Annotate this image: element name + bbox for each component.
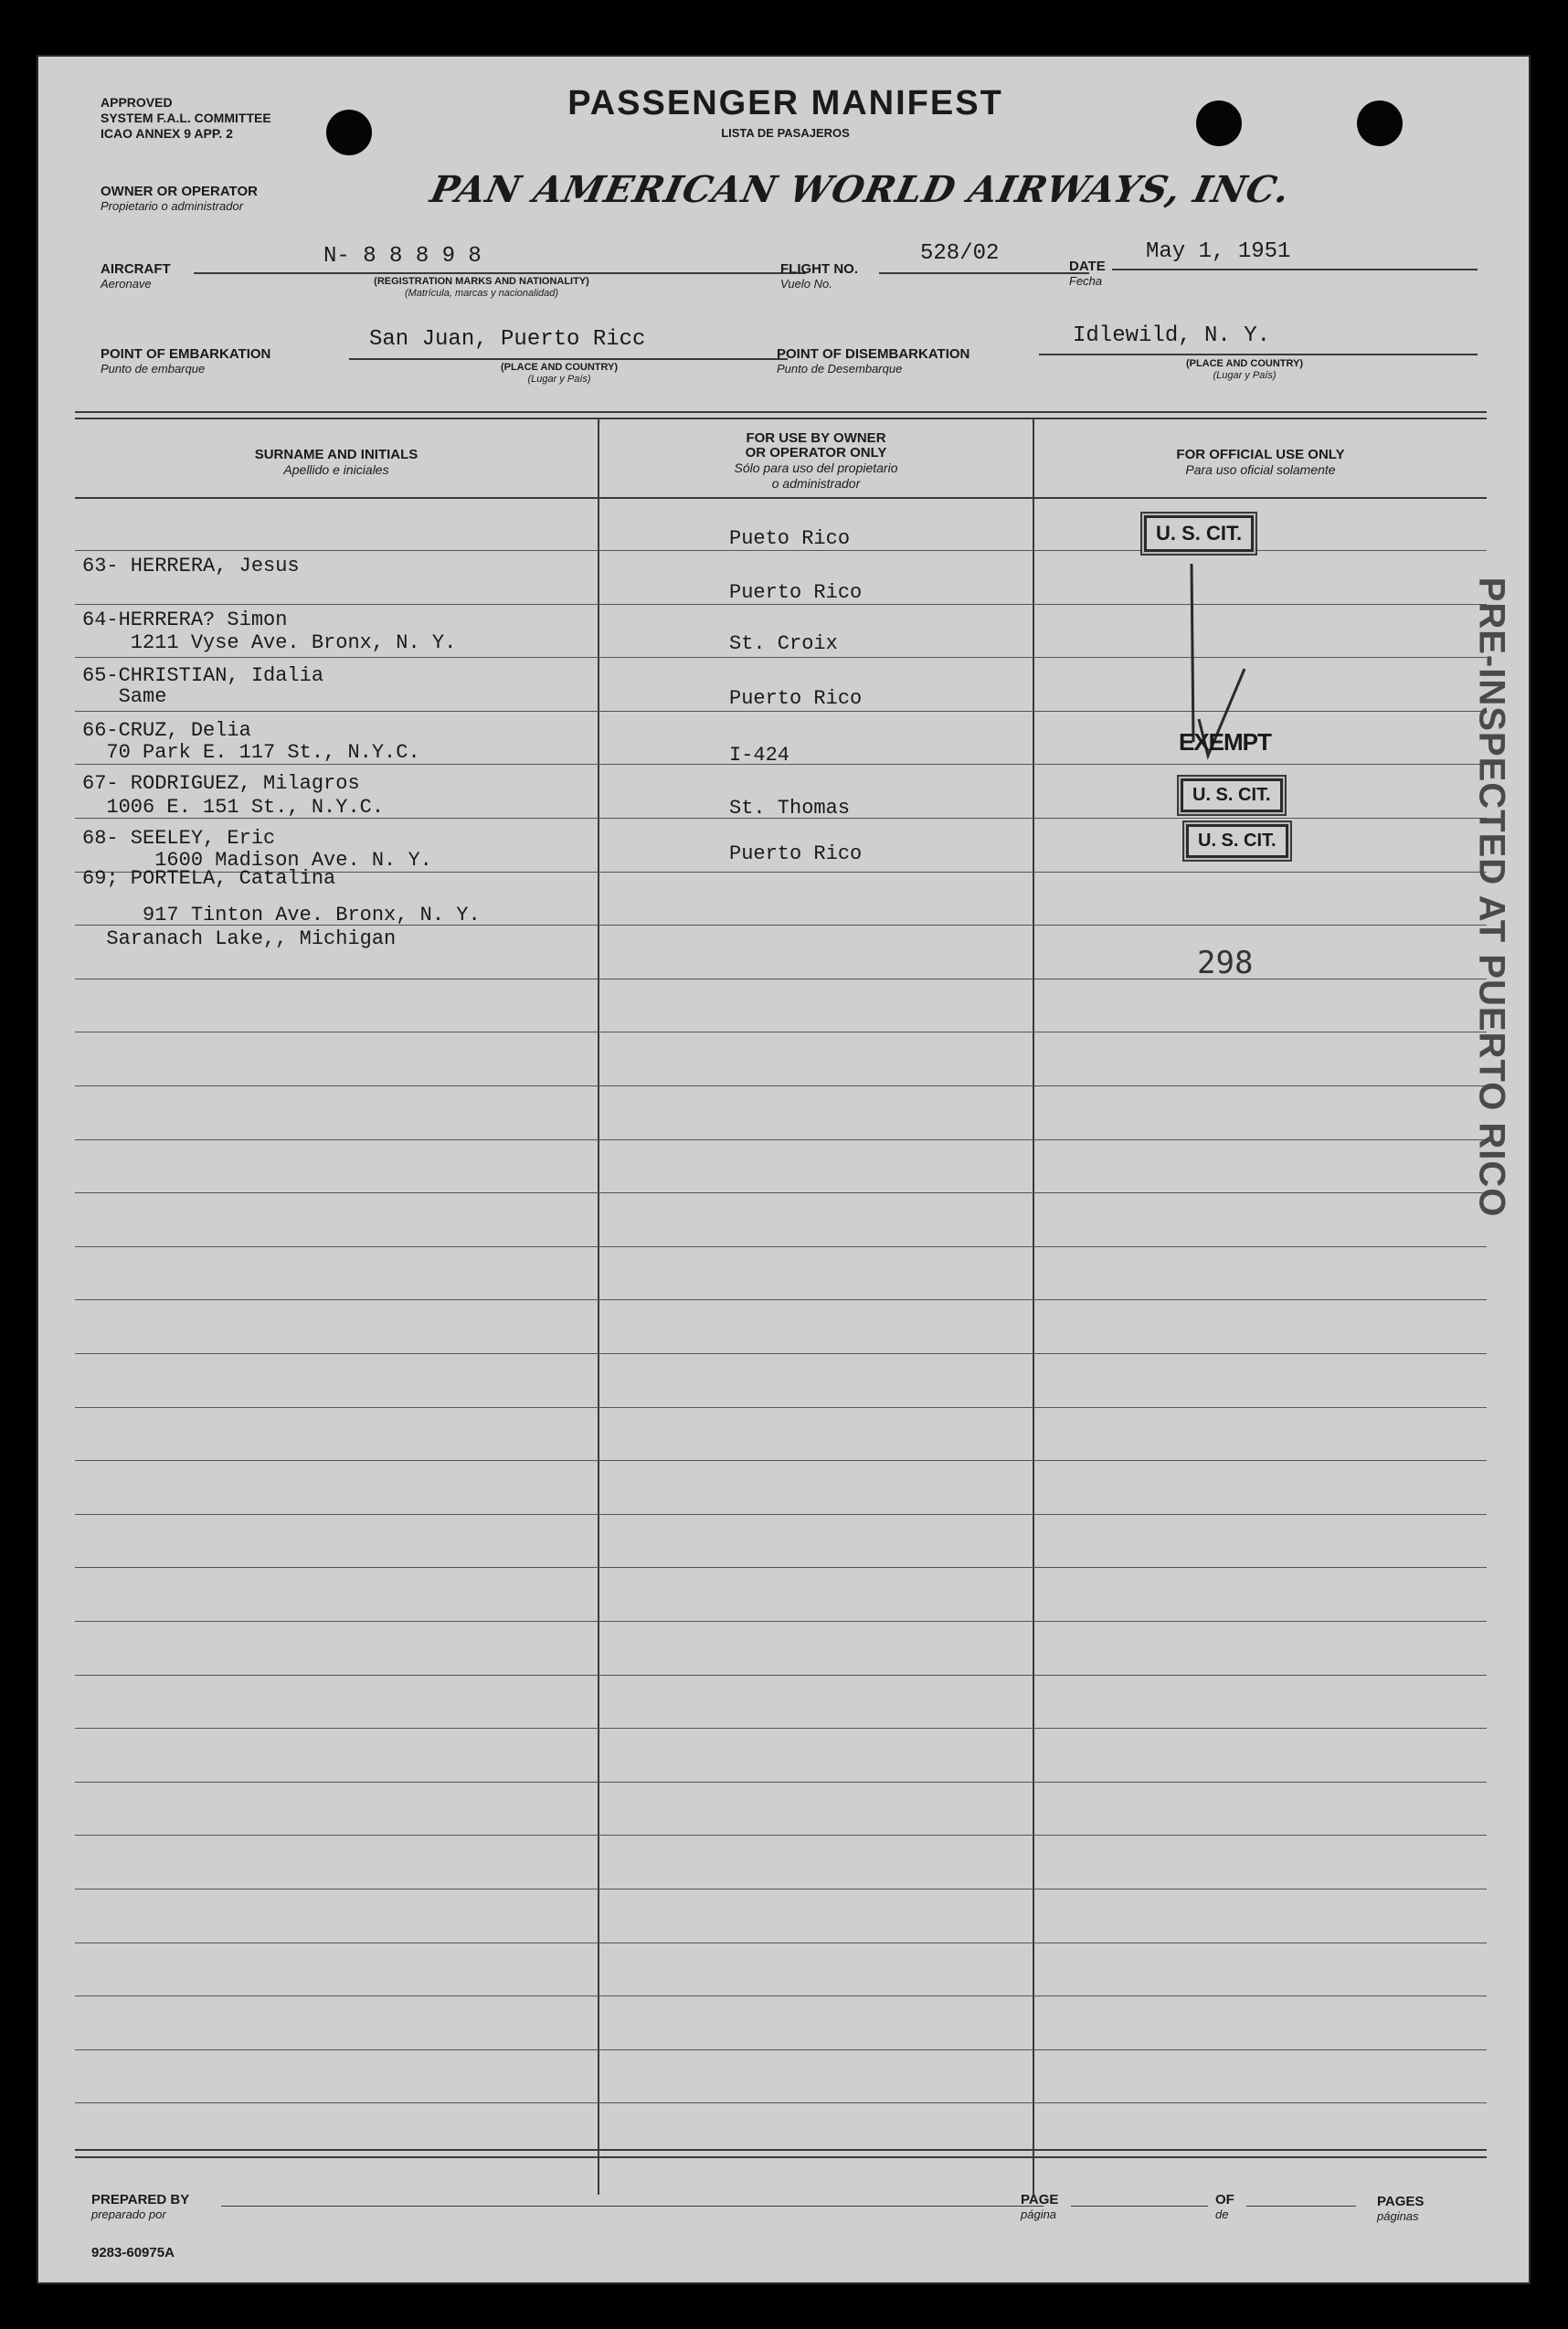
column-header-operator: FOR USE BY OWNER OR OPERATOR ONLY Sólo para uso del propietario o administrador — [734, 430, 898, 491]
table-rule — [75, 2049, 1487, 2050]
table-rule — [75, 1353, 1487, 1354]
manifest-page — [37, 55, 1531, 2284]
table-rule — [75, 1835, 1487, 1836]
passenger-name: 68- SEELEY, Eric — [82, 827, 276, 850]
flight-underline — [879, 272, 1089, 274]
owner-value: PAN AMERICAN WORLD AIRWAYS, INC. — [427, 168, 1295, 211]
table-header-rule — [75, 497, 1487, 499]
passenger-origin: Puerto Rico — [729, 842, 863, 865]
us-citizen-stamp: U. S. CIT. — [1186, 824, 1288, 858]
passenger-name: 64-HERRERA? Simon — [82, 609, 288, 631]
passenger-origin: St. Thomas — [729, 797, 851, 820]
table-rule — [75, 1567, 1487, 1568]
registration-note: (REGISTRATION MARKS AND NATIONALITY) (Matrícula, marcas y nacionalidad) — [374, 276, 589, 299]
table-rule — [75, 1514, 1487, 1515]
date-value: May 1, 1951 — [1146, 239, 1291, 264]
table-rule — [75, 1407, 1487, 1408]
flight-label: FLIGHT NO. Vuelo No. — [780, 261, 858, 291]
passenger-origin: Puerto Rico — [729, 581, 863, 604]
approval-line: SYSTEM F.A.L. COMMITTEE — [101, 111, 271, 125]
pages-label: PAGES páginas — [1377, 2194, 1425, 2223]
pre-inspected-stamp: PRE-INSPECTED AT PUERTO RICO — [1471, 577, 1512, 1218]
table-top-rule-2 — [75, 418, 1487, 419]
of-label: OF de — [1215, 2192, 1234, 2221]
prepared-by-underline — [221, 2206, 1044, 2207]
page-title: PASSENGER MANIFEST — [567, 84, 1003, 122]
passenger-name: 63- HERRERA, Jesus — [82, 555, 300, 577]
table-rule — [75, 1728, 1487, 1729]
disembark-label: POINT OF DISEMBARKATION Punto de Desembarque — [777, 346, 970, 376]
aircraft-value: N- 8 8 8 9 8 — [323, 244, 482, 269]
disembark-place-note: (PLACE AND COUNTRY) (Lugar y País) — [1185, 358, 1304, 381]
passenger-address: 1006 E. 151 St., N.Y.C. — [82, 796, 385, 819]
official-number: 298 — [1197, 945, 1254, 981]
embark-value: San Juan, Puerto Ricc — [369, 327, 646, 352]
column-divider-1 — [598, 418, 599, 2195]
table-rule — [75, 1085, 1487, 1086]
page-underline — [1071, 2206, 1208, 2207]
date-label: DATE Fecha — [1069, 259, 1106, 288]
passenger-address: 917 Tinton Ave. Bronx, N. Y. — [82, 904, 481, 926]
passenger-name: 66-CRUZ, Delia — [82, 719, 251, 742]
approval-line: APPROVED — [101, 95, 173, 110]
passenger-origin: Puerto Rico — [729, 687, 863, 710]
table-rule — [75, 1675, 1487, 1676]
passenger-address: Saranach Lake,, Michigan — [82, 927, 397, 950]
passenger-address: 1600 Madison Ave. N. Y. — [82, 849, 432, 872]
passenger-origin: Pueto Rico — [729, 527, 851, 550]
table-rule — [75, 1299, 1487, 1300]
us-citizen-stamp: U. S. CIT. — [1181, 778, 1283, 812]
passenger-origin: St. Croix — [729, 632, 838, 655]
table-row — [82, 829, 396, 990]
column-header-official: FOR OFFICIAL USE ONLY Para uso oficial solamente — [1176, 447, 1345, 477]
disembark-value: Idlewild, N. Y. — [1073, 323, 1271, 348]
embark-place-note: (PLACE AND COUNTRY) (Lugar y País) — [500, 362, 619, 385]
embark-underline — [349, 358, 788, 360]
table-rule — [75, 1192, 1487, 1193]
page-subtitle: LISTA DE PASAJEROS — [721, 126, 850, 140]
table-rule — [75, 2102, 1487, 2103]
table-bottom-rule-2 — [75, 2156, 1487, 2158]
passenger-name: 67- RODRIGUEZ, Milagros — [82, 772, 360, 795]
passenger-address: 1211 Vyse Ave. Bronx, N. Y. — [82, 631, 457, 654]
exempt-label: EXEMPT — [1179, 728, 1271, 756]
table-rule — [75, 1782, 1487, 1783]
flight-value: 528/02 — [920, 241, 1000, 266]
table-rule — [75, 1246, 1487, 1247]
embark-label: POINT OF EMBARKATION Punto de embarque — [101, 346, 271, 376]
date-underline — [1112, 269, 1478, 270]
passenger-address: 70 Park E. 117 St., N.Y.C. — [82, 741, 420, 764]
us-citizen-stamp: U. S. CIT. — [1144, 515, 1254, 552]
table-bottom-rule — [75, 2149, 1487, 2151]
column-divider-2 — [1033, 418, 1034, 2195]
passenger-name: 69; PORTELA, Catalina — [82, 867, 336, 890]
table-top-rule — [75, 411, 1487, 413]
aircraft-underline — [194, 272, 806, 274]
table-rule — [75, 1460, 1487, 1461]
column-header-surname: SURNAME AND INITIALS Apellido e iniciales — [254, 447, 418, 477]
passenger-address: Same — [82, 685, 167, 708]
approval-line: ICAO ANNEX 9 APP. 2 — [101, 126, 233, 141]
passenger-origin: I-424 — [729, 744, 790, 767]
prepared-by-label: PREPARED BY preparado por — [91, 2192, 190, 2221]
passenger-name: 65-CHRISTIAN, Idalia — [82, 664, 324, 687]
disembark-underline — [1039, 354, 1478, 355]
aircraft-label: AIRCRAFT Aeronave — [101, 261, 171, 291]
table-rule — [75, 1889, 1487, 1890]
of-underline — [1246, 2206, 1356, 2207]
owner-label: OWNER OR OPERATOR Propietario o administrador — [101, 184, 258, 213]
table-rule — [75, 1621, 1487, 1622]
table-rule — [75, 1139, 1487, 1140]
form-number: 9283-60975A — [91, 2245, 175, 2260]
page-label: PAGE página — [1021, 2192, 1059, 2221]
